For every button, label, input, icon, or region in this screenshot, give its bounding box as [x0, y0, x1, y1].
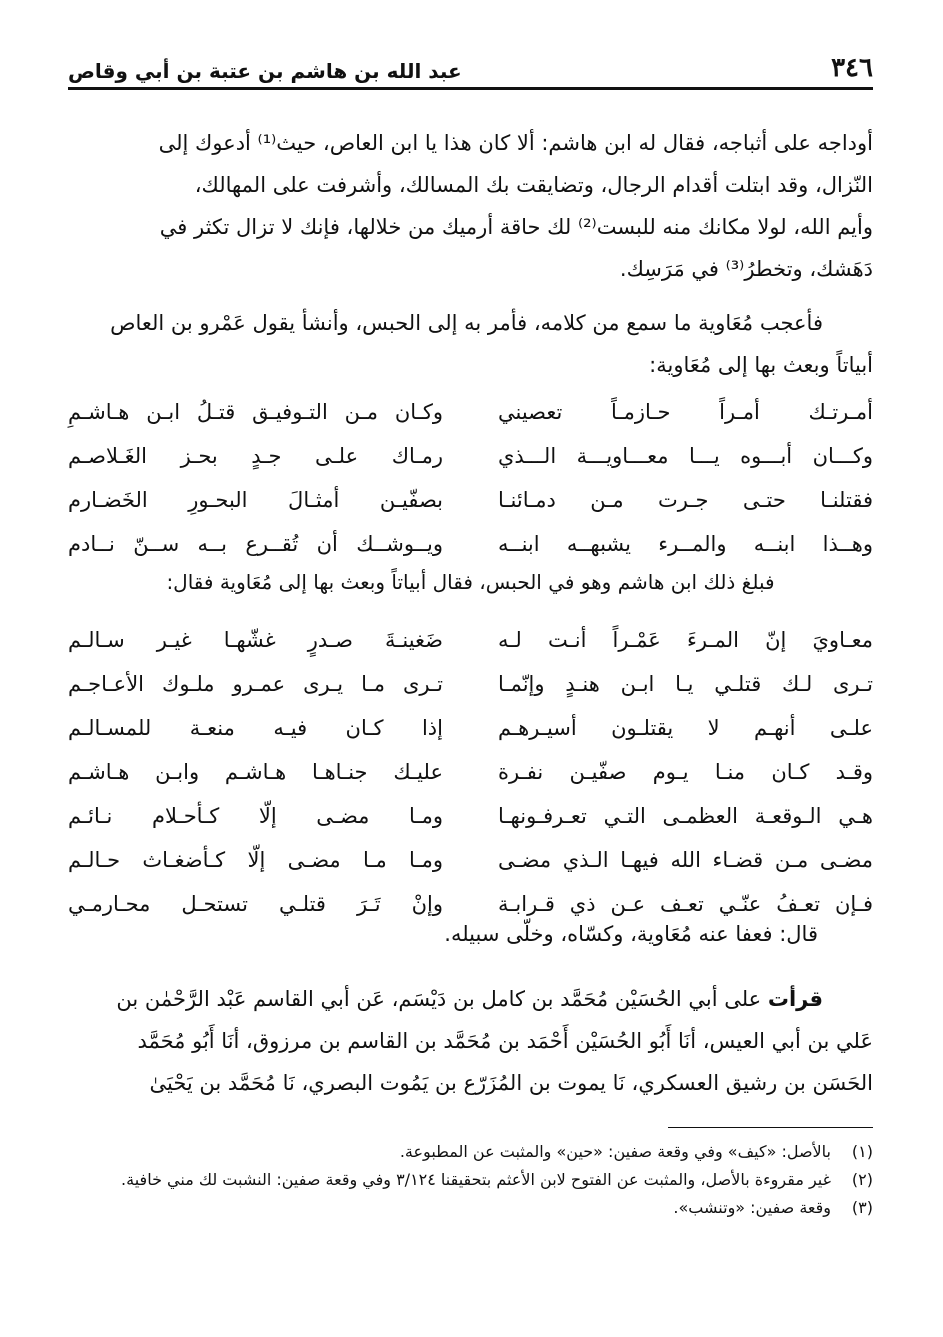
verse	[68, 706, 873, 750]
text-line: وأيم الله، لولا مكانك منه للبست⁽²⁾ لك حاقة أرميك من خلالها، فإنك لا تزال تكثر في	[159, 215, 873, 239]
poem-2-intro: فبلغ ذلك ابن هاشم وهو في الحبس، فقال أبياتاً وبعث بها إلى مُعَاوية فقال:	[166, 570, 775, 594]
verse-first-hemistich: وهــذا ابنــه والمــرء يشبهــه ابنــه	[498, 532, 873, 556]
verse-second-hemistich: وإنْ تَـرَ قتلـي تستحـل محـارمـي	[68, 892, 443, 916]
page-header	[68, 52, 873, 90]
footnote	[68, 1138, 873, 1166]
verse	[68, 522, 873, 566]
verse-first-hemistich: معـاويَ إنّ المـرءَ عَمْـراً أنـت لـه	[498, 628, 873, 652]
verse	[68, 618, 873, 662]
text-line: عَلي بن أبي العيس، أنَا أَبُو الحُسَيْن أَحْمَد بن مُحَمَّد بن القاسم بن مرزوق، أنَا أَبُو مُحَمَّد	[137, 1029, 873, 1053]
text-line	[68, 978, 873, 1020]
footnote-number: (٢)	[851, 1170, 873, 1189]
verse	[68, 478, 873, 522]
verse-second-hemistich: ومـا مضـى إلّا كـأحـلام نـائـم	[68, 804, 443, 828]
verse	[68, 750, 873, 794]
poem-1	[68, 390, 873, 566]
verse-first-hemistich: فقتلنـا حتـى جـرت مـن دمـائنـا	[498, 488, 873, 512]
verse	[68, 838, 873, 882]
verse	[68, 794, 873, 838]
verse-second-hemistich: رمـاك علـى جـدٍ بحـز الغَـلاصـم	[68, 444, 443, 468]
text-line: النّزال، وقد ابتلت أقدام الرجال، وتضايقت بك المسالك، وأشرفت على المهالك،	[194, 173, 873, 197]
verse-second-hemistich: عليـك جنـاهـا هـاشـم وابـن هـاشـم	[68, 760, 443, 784]
footnote	[68, 1166, 873, 1194]
paragraph-1	[68, 122, 873, 290]
text-line: دَهَشك، وتخطرُ⁽³⁾ في مَرَسِك.	[619, 257, 873, 281]
verse-first-hemistich: فـإن تعـفُ عنّـي تعـف عـن ذي قـرابـة	[498, 892, 873, 916]
verse	[68, 882, 873, 926]
paragraph-2	[68, 302, 873, 386]
verse	[68, 434, 873, 478]
verse-second-hemistich: تـرى مـا يـرى عمـرو ملـوك الأعـاجـم	[68, 672, 443, 696]
paragraph-3: قال: فعفا عنه مُعَاوية، وكسّاه، وخلّى سبيله.	[444, 922, 818, 946]
running-title: عبد الله بن هاشم بن عتبة بن أبي وقاص	[68, 59, 462, 83]
verse-second-hemistich: ويــوشــك أن تُقــرع بــه ســنّ نــادم	[68, 532, 443, 556]
verse-second-hemistich: ومـا مـا مضـى إلّا كـأضغـاث حـالـم	[68, 848, 443, 872]
footnote-number: (١)	[851, 1142, 873, 1161]
verse-second-hemistich: بصفّيـن أمثـالَ البحـورِ الخَضـارم	[68, 488, 443, 512]
verse	[68, 662, 873, 706]
lead-word: قرأت	[767, 987, 823, 1011]
verse-second-hemistich: إذا كـان فيـه منعـة للمسـالـم	[68, 716, 443, 740]
verse-first-hemistich: أمـرتـك أمـراً حـازمـاً تعصيني	[498, 400, 873, 424]
footnote-separator	[668, 1127, 873, 1128]
poem-2	[68, 618, 873, 926]
footnote-text: غير مقروءة بالأصل، والمثبت عن الفتوح لابن الأعثم بتحقيقنا ٣/١٢٤ وفي وقعة صفين: النشبت لك مني خافية.	[121, 1170, 831, 1189]
text-segment: على أبي الحُسَيْن مُحَمَّد بن كامل بن دَيْسَم، عَن أبي القاسم عَبْد الرَّحْمٰن بن	[116, 987, 768, 1011]
footnote-text: وقعة صفين: «وتنشب».	[673, 1198, 831, 1217]
text-line: فأعجب مُعَاوية ما سمع من كلامه، فأمر به إلى الحبس، وأنشأ يقول عَمْرو بن العاص	[110, 311, 823, 335]
verse-second-hemistich: ضَغينـةَ صـدرٍ غشّهـا غيـر سـالـم	[68, 628, 443, 652]
footnote-number: (٣)	[851, 1198, 873, 1217]
verse-first-hemistich: علـى أنهـم لا يقتلـون أسيـرهـم	[498, 716, 873, 740]
verse-first-hemistich: هـي الـوقعـة العظمـى التـي تعـرفـونهـا	[498, 804, 873, 828]
verse-first-hemistich: تـرى لـك قتلـي يـا ابـن هنـدٍ وإنّمـا	[498, 672, 873, 696]
page-number: ٣٤٦	[831, 53, 873, 83]
footnote-text: بالأصل: «كيف» وفي وقعة صفين: «حين» والمثبت عن المطبوعة.	[399, 1142, 831, 1161]
verse-first-hemistich: مضـى مـن قضـاء الله فيهـا الـذي مضـى	[498, 848, 873, 872]
verse-second-hemistich: وكـان مـن التـوفيـق قتـلُ ابـن هـاشـمِ	[68, 400, 443, 424]
text-line: أبياتاً وبعث بها إلى مُعَاوية:	[649, 353, 873, 377]
verse-first-hemistich: وقـد كـان منـا يـوم صفّيـن نفـرة	[498, 760, 873, 784]
footnote	[68, 1194, 873, 1222]
text-line: الحَسَن بن رشيق العسكري، نَا يموت بن المُزَرّع بن يَمُوت البصري، نَا مُحَمَّد بن يَحْيَىٰ	[149, 1071, 873, 1095]
paragraph-4	[68, 978, 873, 1104]
text-line: أوداجه على أثباجه، فقال له ابن هاشم: ألا كان هذا يا ابن العاص، حيث⁽¹⁾ أدعوك إلى	[158, 131, 873, 155]
footnotes	[68, 1138, 873, 1222]
verse-first-hemistich: وكـــان أبـــوه يـــا معـــاويـــة الـــذي	[498, 444, 873, 468]
verse	[68, 390, 873, 434]
